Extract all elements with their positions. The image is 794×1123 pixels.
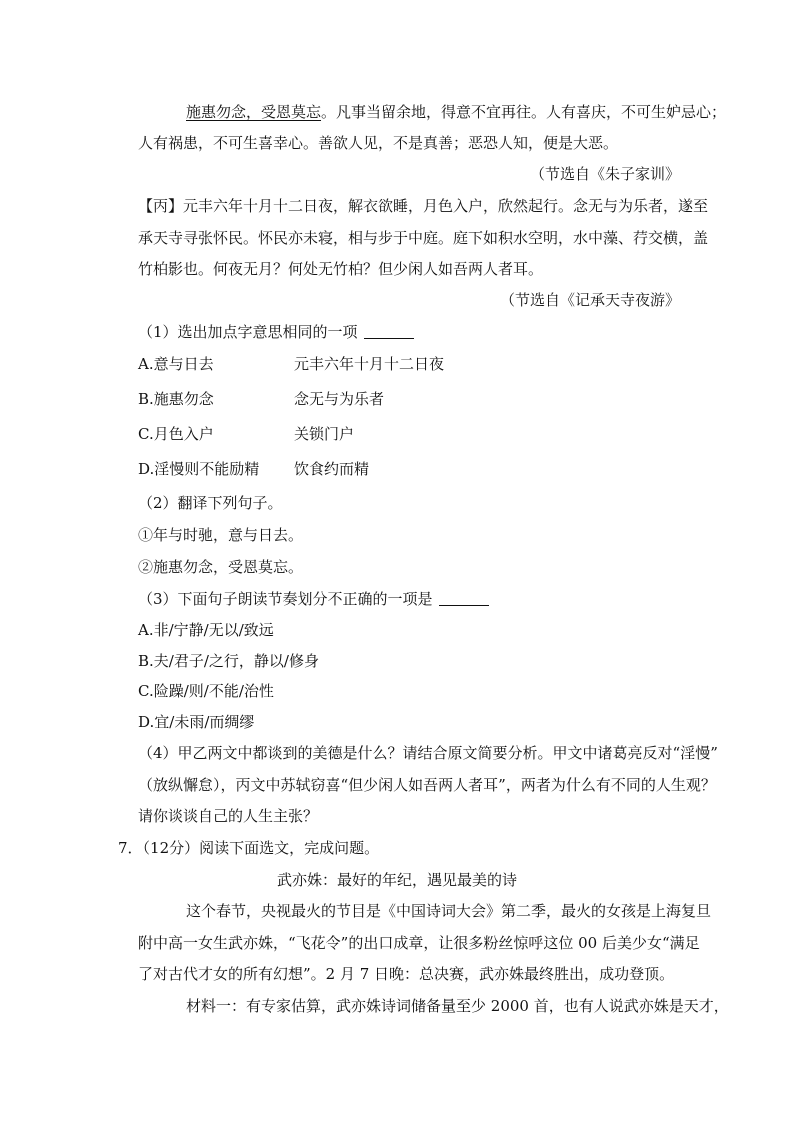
- q7-para1-line-3: 了对古代才女的所有幻想”。2 月 7 日晚：总决赛，武亦姝最终胜出，成功登顶。: [138, 965, 675, 983]
- q3-option-c: C.险躁/则/不能/治性: [138, 682, 274, 700]
- answer-blank[interactable]: [439, 591, 489, 606]
- q2-prompt: （2）翻译下列句子。: [138, 494, 283, 512]
- q3-option-b: B.夫/君子/之行，静以/修身: [138, 652, 319, 670]
- passage-bing-line-2: 承天寺寻张怀民。怀民亦未寝，相与步于中庭。庭下如积水空明，水中藻、荇交横，盖: [138, 229, 709, 247]
- q7-para1-line-1: 这个春节，央视最火的节目是《中国诗词大会》第二季，最火的女孩是上海复旦: [186, 902, 712, 920]
- q3-prompt: （3）下面句子朗读节奏划分不正确的一项是: [138, 589, 489, 609]
- q7-header: 7．（12分）阅读下面选文，完成问题。: [118, 839, 380, 857]
- passage-yi-line-1: 施惠勿念，受恩莫忘。凡事当留余地，得意不宜再往。人有喜庆，不可生妒忌心；: [186, 103, 727, 121]
- passage-yi-line-2: 人有祸患，不可生喜幸心。善欲人见，不是真善；恶恐人知，便是大恶。: [138, 134, 619, 152]
- q7-para1-line-2: 附中高一女生武亦姝，“飞花令”的出口成章，让很多粉丝惊呼这位 00 后美少女“满足: [138, 934, 700, 952]
- q2-item-1: ①年与时驰，意与日去。: [138, 526, 304, 544]
- answer-blank[interactable]: [364, 324, 414, 339]
- q7-article-title: 武亦姝：最好的年纪，遇见最美的诗: [276, 871, 517, 889]
- q1-option-b: B.施惠勿念 念无与为乐者: [138, 390, 385, 408]
- q4-line-3: 请你谈谈自己的人生主张？: [138, 807, 319, 825]
- q7-para2-line-1: 材料一：有专家估算，武亦姝诗词储备量至少 2000 首，也有人说武亦姝是天才，: [186, 997, 729, 1015]
- q3-option-d: D.宜/未雨/而绸缪: [138, 713, 255, 731]
- q1-option-d: D.淫慢则不能励精 饮食约而精: [138, 460, 370, 478]
- q1-option-a: A.意与日去 元丰六年十月十二日夜: [138, 355, 445, 373]
- q2-item-2: ②施惠勿念，受恩莫忘。: [138, 558, 304, 576]
- passage-bing-line-1: 【丙】元丰六年十月十二日夜，解衣欲睡，月色入户，欣然起行。念无与为乐者，遂至: [138, 197, 709, 215]
- q4-line-1: （4）甲乙两文中都谈到的美德是什么？请结合原文简要分析。甲文中诸葛亮反对“淫慢”: [138, 744, 718, 762]
- q1-option-c: C.月色入户 关锁门户: [138, 425, 355, 443]
- underlined-phrase: 施惠勿念，受恩莫忘: [186, 103, 322, 121]
- q3-option-a: A.非/宁静/无以/致远: [138, 621, 274, 639]
- passage-yi-source: （节选自《朱子家训》: [530, 165, 681, 183]
- q1-prompt: （1）选出加点字意思相同的一项: [138, 322, 414, 342]
- passage-bing-line-3: 竹柏影也。何夜无月？何处无竹柏？但少闲人如吾两人者耳。: [138, 260, 544, 278]
- passage-bing-source: （节选自《记承天寺夜游》: [500, 291, 681, 309]
- q4-line-2: （放纵懈怠），丙文中苏轼窃喜“但少闲人如吾两人者耳”，两者为什么有不同的人生观？: [138, 776, 716, 794]
